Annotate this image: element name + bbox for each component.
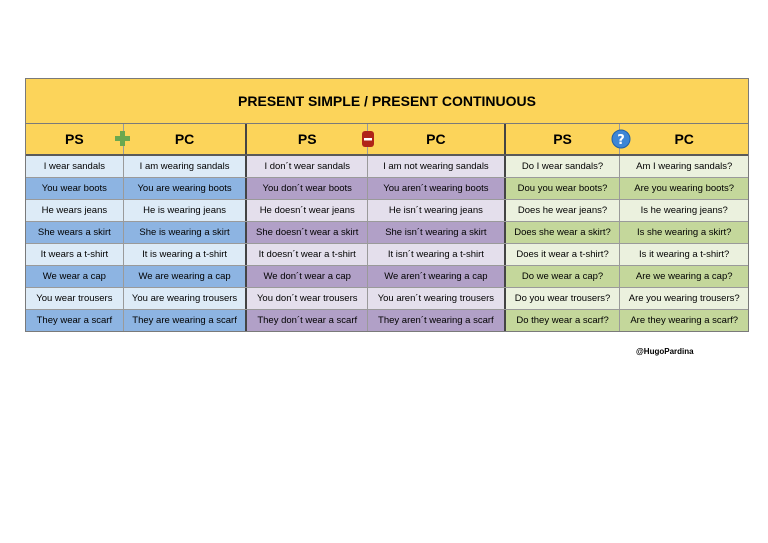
svg-text:?: ? <box>617 133 625 148</box>
cell-pc-negative: I am not wearing sandals <box>367 156 504 177</box>
cell-pc-negative: He isn´t wearing jeans <box>367 200 504 221</box>
cell-ps-positive: You wear boots <box>26 178 123 199</box>
header-ps-positive: PS <box>65 131 84 147</box>
cell-pc-question: Is it wearing a t-shirt? <box>619 244 748 265</box>
table-row <box>26 244 748 266</box>
table-body <box>26 156 748 331</box>
table-title: PRESENT SIMPLE / PRESENT CONTINUOUS <box>26 79 748 124</box>
header-row <box>26 124 748 156</box>
cell-ps-positive: I wear sandals <box>26 156 123 177</box>
cell-pc-negative: It isn´t wearing a t-shirt <box>367 244 504 265</box>
cell-pc-positive: We are wearing a cap <box>123 266 246 287</box>
header-ps-negative: PS <box>245 124 367 154</box>
cell-pc-question: Are they wearing a scarf? <box>619 310 748 331</box>
cell-ps-question: Dou you wear boots? <box>504 178 620 199</box>
table-row <box>26 200 748 222</box>
cell-ps-question: Does she wear a skirt? <box>504 222 620 243</box>
cell-ps-positive: You wear trousers <box>26 288 123 309</box>
table-row <box>26 156 748 178</box>
table-row <box>26 288 748 310</box>
cell-ps-negative: It doesn´t wear a t-shirt <box>245 244 367 265</box>
cell-pc-question: Are you wearing trousers? <box>619 288 748 309</box>
cell-ps-question: Do you wear trousers? <box>504 288 620 309</box>
table-row <box>26 310 748 331</box>
cell-pc-positive: They are wearing a scarf <box>123 310 246 331</box>
cell-ps-negative: You don´t wear trousers <box>245 288 367 309</box>
cell-ps-positive: They wear a scarf <box>26 310 123 331</box>
cell-ps-question: Does he wear jeans? <box>504 200 620 221</box>
author-credit: @HugoPardina <box>636 347 694 356</box>
cell-pc-question: Is he wearing jeans? <box>619 200 748 221</box>
grammar-table <box>25 78 749 332</box>
cell-ps-negative: He doesn´t wear jeans <box>245 200 367 221</box>
cell-pc-positive: He is wearing jeans <box>123 200 246 221</box>
cell-ps-question: Do I wear sandals? <box>504 156 620 177</box>
cell-ps-question: Do they wear a scarf? <box>504 310 620 331</box>
cell-pc-negative: She isn´t wearing a skirt <box>367 222 504 243</box>
table-row <box>26 222 748 244</box>
table-row <box>26 178 748 200</box>
cell-pc-question: Are we wearing a cap? <box>619 266 748 287</box>
cell-ps-positive: He wears jeans <box>26 200 123 221</box>
cell-pc-negative: We aren´t wearing a cap <box>367 266 504 287</box>
header-pc-question: PC <box>619 124 748 154</box>
table-row <box>26 266 748 288</box>
cell-pc-positive: It is wearing a t-shirt <box>123 244 246 265</box>
cell-ps-positive: She wears a skirt <box>26 222 123 243</box>
cell-pc-negative: They aren´t wearing a scarf <box>367 310 504 331</box>
header-ps-question: PS <box>504 124 620 154</box>
cell-ps-question: Does it wear a t-shirt? <box>504 244 620 265</box>
cell-ps-negative: She doesn´t wear a skirt <box>245 222 367 243</box>
cell-pc-negative: You aren´t wearing trousers <box>367 288 504 309</box>
cell-pc-question: Is she wearing a skirt? <box>619 222 748 243</box>
question-icon <box>611 129 631 149</box>
cell-ps-question: Do we wear a cap? <box>504 266 620 287</box>
cell-pc-positive: You are wearing boots <box>123 178 246 199</box>
header-pc-positive: PC <box>123 124 246 154</box>
cell-pc-question: Am I wearing sandals? <box>619 156 748 177</box>
cell-ps-negative: I don´t wear sandals <box>245 156 367 177</box>
header-pc-negative: PC <box>367 124 504 154</box>
cell-pc-question: Are you wearing boots? <box>619 178 748 199</box>
cell-pc-positive: You are wearing trousers <box>123 288 246 309</box>
minus-icon <box>361 130 375 148</box>
plus-icon <box>114 130 131 147</box>
cell-pc-positive: She is wearing a skirt <box>123 222 246 243</box>
cell-pc-positive: I am wearing sandals <box>123 156 246 177</box>
cell-ps-negative: They don´t wear a scarf <box>245 310 367 331</box>
cell-ps-positive: It wears a t-shirt <box>26 244 123 265</box>
cell-pc-negative: You aren´t wearing boots <box>367 178 504 199</box>
cell-ps-negative: You don´t wear boots <box>245 178 367 199</box>
cell-ps-positive: We wear a cap <box>26 266 123 287</box>
cell-ps-negative: We don´t wear a cap <box>245 266 367 287</box>
